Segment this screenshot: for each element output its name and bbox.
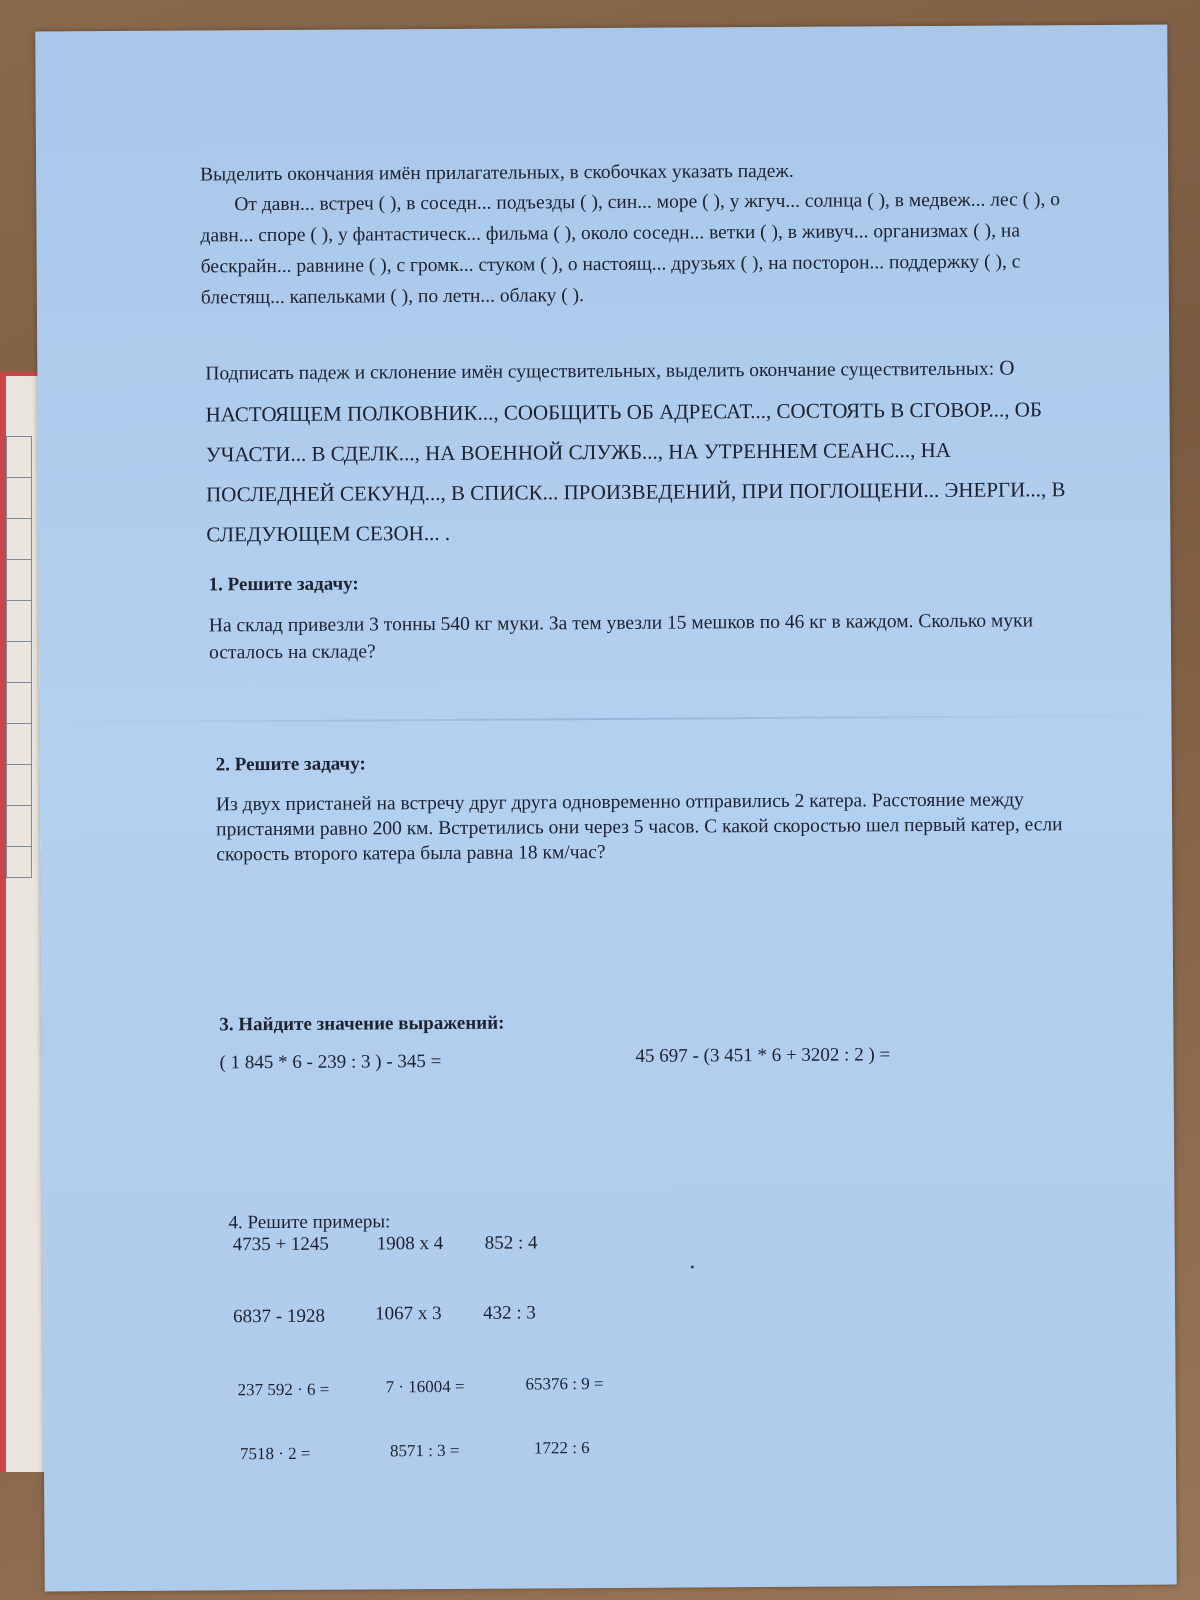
- problem-1-title: 1. Решите задачу:: [208, 573, 359, 596]
- problem-4-title: 4. Решите примеры:: [228, 1211, 391, 1234]
- problem-4: [228, 1207, 728, 1236]
- problem-3-title: 3. Найдите значение выражений:: [219, 1012, 505, 1036]
- problem-3: [219, 1007, 1079, 1038]
- problem-2-title: 2. Решите задачу:: [215, 753, 366, 776]
- example-r1-c3: 852 : 4: [484, 1232, 538, 1254]
- example-r2-c1: 6837 - 1928: [233, 1305, 325, 1328]
- ink-speck: [691, 1265, 694, 1268]
- task-adjectives: [200, 157, 1069, 313]
- problem-2-text: Из двух пристаней на встречу друг друга одновременно отправились 2 катера. Расстояние между пристанями равно 200 км. Встретились они через 5 часов. С какой скоростью шел первый катер, если скорость второго катера была равна 18 км/час?: [215, 789, 1063, 866]
- worksheet: [35, 25, 1177, 1592]
- example-r4-c2: 8571 : 3 =: [389, 1440, 460, 1461]
- example-r1-c2: 1908 х 4: [376, 1233, 444, 1255]
- example-r3-c2: 7 · 16004 =: [385, 1376, 465, 1397]
- task-adjectives-text: От давн... встреч ( ), в соседн... подъезды ( ), син... море ( ), у жгуч... солнца ( ), в медвеж... лес ( ), о давн... споре ( ), у фантастическ... фильма ( ), около соседн... ветки ( ), в живуч... организмах ( ), на бескрайн... равнине ( ), с громк... стуком ( ), о настоящ... друзьях ( ), на посторон... поддержку ( ), с блестящ... капельками ( ), по летн... облаку ( ).: [200, 188, 1061, 308]
- paper-fold-line: [39, 715, 1171, 724]
- example-r1-c1: 4735 + 1245: [232, 1233, 329, 1256]
- example-r4-c3: 1722 : 6: [533, 1438, 590, 1458]
- expression-1: ( 1 845 * 6 - 239 : 3 ) - 345 =: [219, 1051, 442, 1074]
- task-nouns: [205, 347, 1074, 554]
- task-nouns-body: [205, 347, 1074, 554]
- task-nouns-instruction: Подписать падеж и склонение имён существительных, выделить окончание существительных:: [205, 358, 995, 385]
- task-adjectives-instruction: Выделить окончания имён прилагательных, в скобочках указать падеж.: [200, 160, 794, 186]
- example-r2-c3: 432 : 3: [483, 1302, 536, 1324]
- example-r4-c1: 7518 · 2 =: [239, 1443, 311, 1464]
- notebook-grid: [6, 436, 32, 878]
- problem-1-text: На склад привезли 3 тонны 540 кг муки. За тем увезли 15 мешков по 46 кг в каждом. Сколько муки осталось на складе?: [208, 610, 1034, 664]
- expression-2: 45 697 - (3 451 * 6 + 3202 : 2 ) =: [635, 1044, 891, 1067]
- example-r3-c3: 65376 : 9 =: [525, 1374, 604, 1394]
- example-r2-c2: 1067 х 3: [375, 1303, 442, 1325]
- example-r3-c1: 237 592 · 6 =: [237, 1379, 330, 1400]
- problem-2: [216, 747, 1077, 867]
- task-nouns-text: О НАСТОЯЩЕМ ПОЛКОВНИК..., СООБЩИТЬ ОБ АДРЕСАТ..., СОСТОЯТЬ В СГОВОР..., ОБ УЧАСТИ... В СДЕЛК..., НА ВОЕННОЙ СЛУЖБ..., НА УТРЕННЕМ СЕАНС..., НА ПОСЛЕДНЕЙ СЕКУНД..., В СПИСК... ПРОИЗВЕДЕНИЙ, ПРИ ПОГЛОЩЕНИ... ЭНЕРГИ..., В СЛЕДУЮЩЕМ СЕЗОН... .: [205, 355, 1066, 547]
- problem-1: [209, 567, 1070, 666]
